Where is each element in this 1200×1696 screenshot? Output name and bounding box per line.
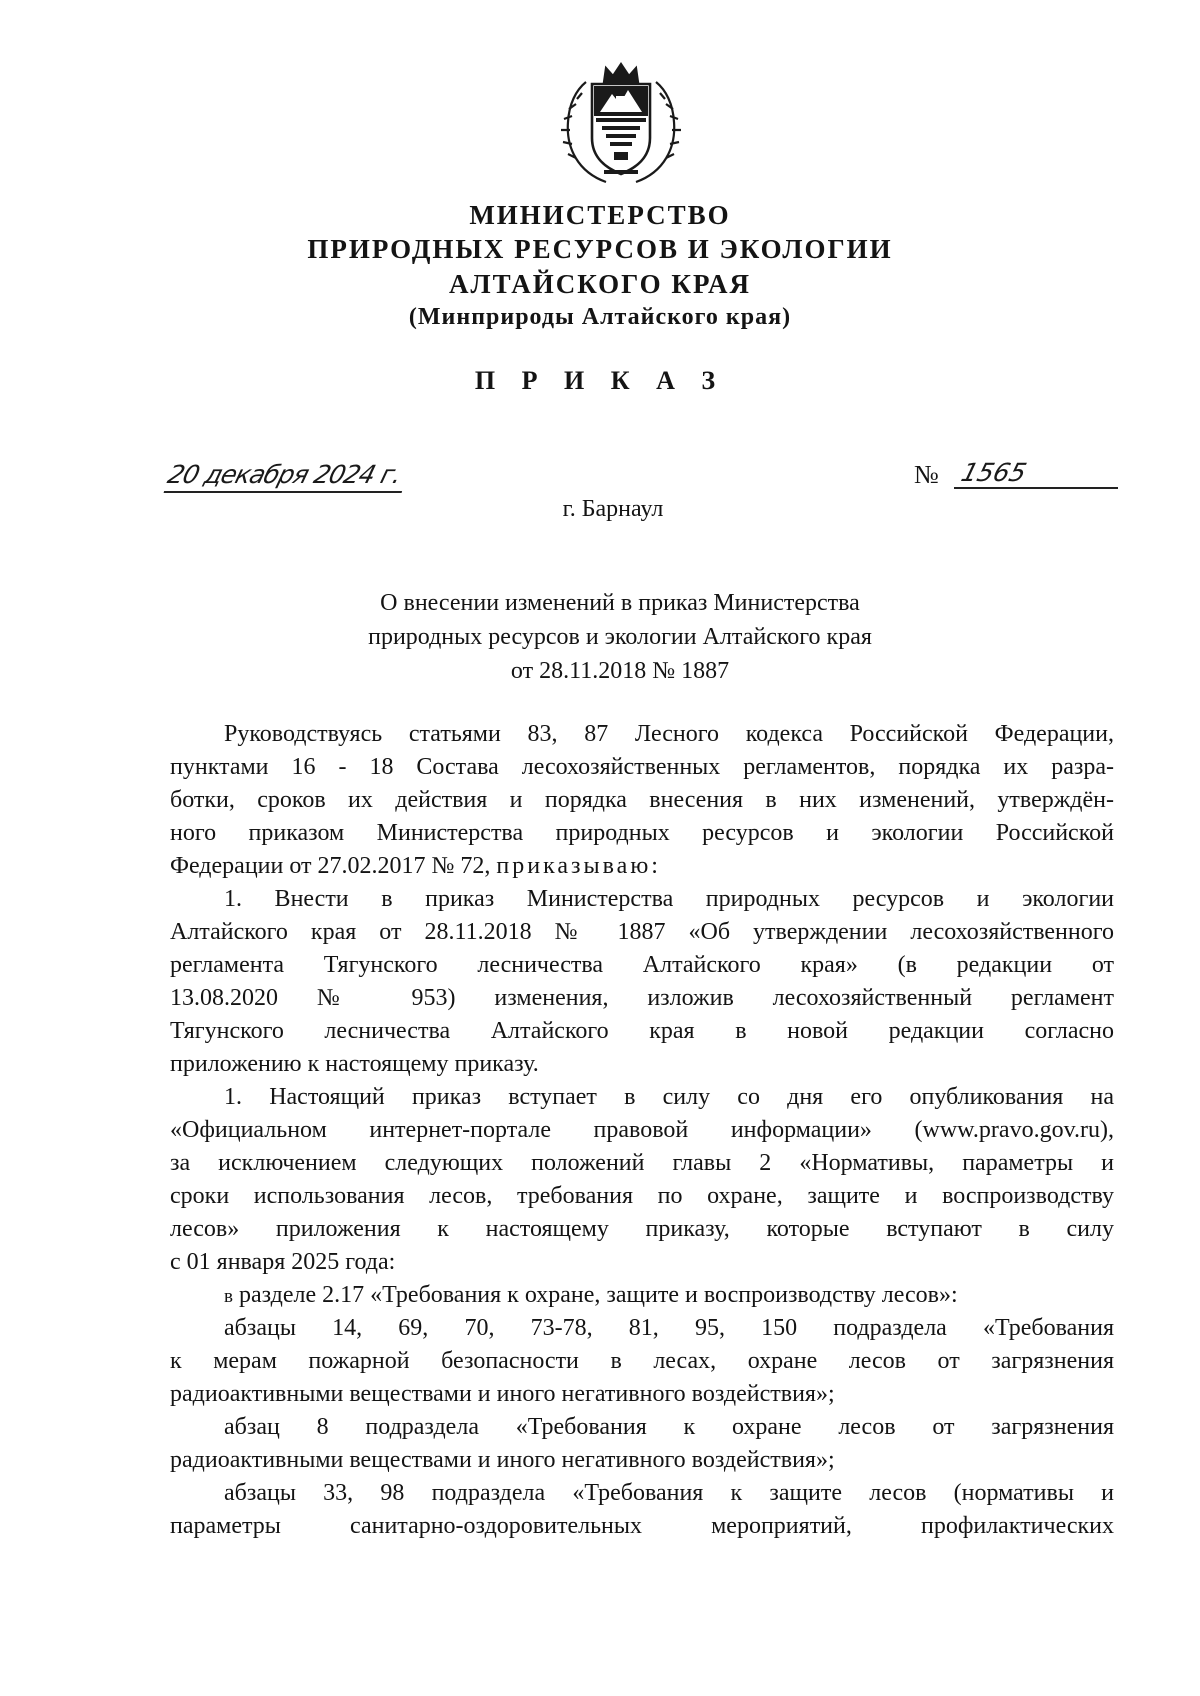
text-line: регламента Тягунского лесничества Алтайского края» (в редакции от — [170, 952, 1114, 978]
subject-line: О внесении изменений в приказ Министерства — [380, 590, 860, 616]
text-line — [170, 1279, 1114, 1312]
text-line: за исключением следующих положений главы 2 «Нормативы, параметры и — [170, 1150, 1114, 1176]
subject-line: природных ресурсов и экологии Алтайского края — [368, 624, 872, 650]
paragraph-item-1 — [170, 883, 1114, 1081]
paragraph-preamble — [170, 718, 1114, 883]
text-line: пунктами 16 - 18 Состава лесохозяйственных регламентов, порядка их разра- — [170, 754, 1114, 780]
text-line: Тягунского лесничества Алтайского края в новой редакции согласно — [170, 1018, 1114, 1044]
paragraph-clauses-pollution — [170, 1411, 1114, 1477]
text-line: Алтайского края от 28.11.2018 № 1887 «Об утверждении лесохозяйственного — [170, 919, 1114, 945]
coat-of-arms-emblem — [560, 60, 682, 190]
text-line: абзацы 33, 98 подраздела «Требования к защите лесов (нормативы и — [224, 1480, 1114, 1506]
text-line: 13.08.2020 № 953) изменения, изложив лесохозяйственный регламент — [170, 985, 1114, 1011]
text-line: 1. Настоящий приказ вступает в силу со дня его опубликования на — [224, 1084, 1114, 1110]
text-fragment: в — [224, 1286, 233, 1307]
handwritten-date: 20 декабря 2024 г. — [164, 460, 411, 493]
text-line: ботки, сроков их действия и порядка внесения в них изменений, утверждён- — [170, 787, 1114, 813]
text-line: «Официальном интернет-портале правовой информации» (www.pravo.gov.ru), — [170, 1117, 1114, 1143]
handwritten-number-field — [954, 458, 1118, 489]
text-line — [170, 850, 1114, 883]
paragraph-section — [170, 1279, 1114, 1312]
handwritten-number: 1565 — [958, 458, 1030, 487]
text-line: параметры санитарно-оздоровительных мероприятий, профилактических — [170, 1513, 1114, 1539]
text-line: приложению к настоящему приказу. — [170, 1051, 539, 1077]
text-line: к мерам пожарной безопасности в лесах, охране лесов от загрязнения — [170, 1348, 1114, 1374]
ministry-name-line-3: АЛТАЙСКОГО КРАЯ — [448, 269, 752, 299]
text-line: с 01 января 2025 года: — [170, 1249, 396, 1275]
orders-word: приказываю: — [496, 853, 661, 879]
number-label: № — [914, 460, 939, 489]
ministry-name-line-2: ПРИРОДНЫХ РЕСУРСОВ И ЭКОЛОГИИ — [307, 234, 893, 264]
ministry-short-name: (Минприроды Алтайского края) — [408, 304, 792, 330]
paragraph-clauses-protection — [170, 1477, 1114, 1543]
document-type-title: П Р И К А З — [474, 366, 726, 395]
text-fragment: Федерации от 27.02.2017 № 72, — [170, 853, 491, 879]
text-line: абзацы 14, 69, 70, 73-78, 81, 95, 150 подраздела «Требования — [224, 1315, 1114, 1341]
city-name: г. Барнаул — [562, 496, 664, 522]
text-line: Руководствуясь статьями 83, 87 Лесного кодекса Российской Федерации, — [224, 721, 1114, 747]
paragraph-clauses-fire — [170, 1312, 1114, 1411]
text-line: абзац 8 подраздела «Требования к охране лесов от загрязнения — [224, 1414, 1114, 1440]
text-fragment: разделе 2.17 «Требования к охране, защите и воспроизводству лесов»: — [238, 1282, 958, 1308]
ministry-name-line-1: МИНИСТЕРСТВО — [469, 200, 731, 230]
paragraph-item-2 — [170, 1081, 1114, 1279]
text-line: лесов» приложения к настоящему приказу, которые вступают в силу — [170, 1216, 1114, 1242]
text-line: сроки использования лесов, требования по охране, защите и воспроизводству — [170, 1183, 1114, 1209]
text-line: ного приказом Министерства природных ресурсов и экологии Российской — [170, 820, 1114, 846]
order-subject — [0, 586, 1200, 688]
text-line: 1. Внести в приказ Министерства природных ресурсов и экологии — [224, 886, 1114, 912]
text-line: радиоактивными веществами и иного негативного воздействия»; — [170, 1381, 835, 1407]
text-line: радиоактивными веществами и иного негативного воздействия»; — [170, 1447, 835, 1473]
subject-line: от 28.11.2018 № 1887 — [510, 658, 730, 684]
